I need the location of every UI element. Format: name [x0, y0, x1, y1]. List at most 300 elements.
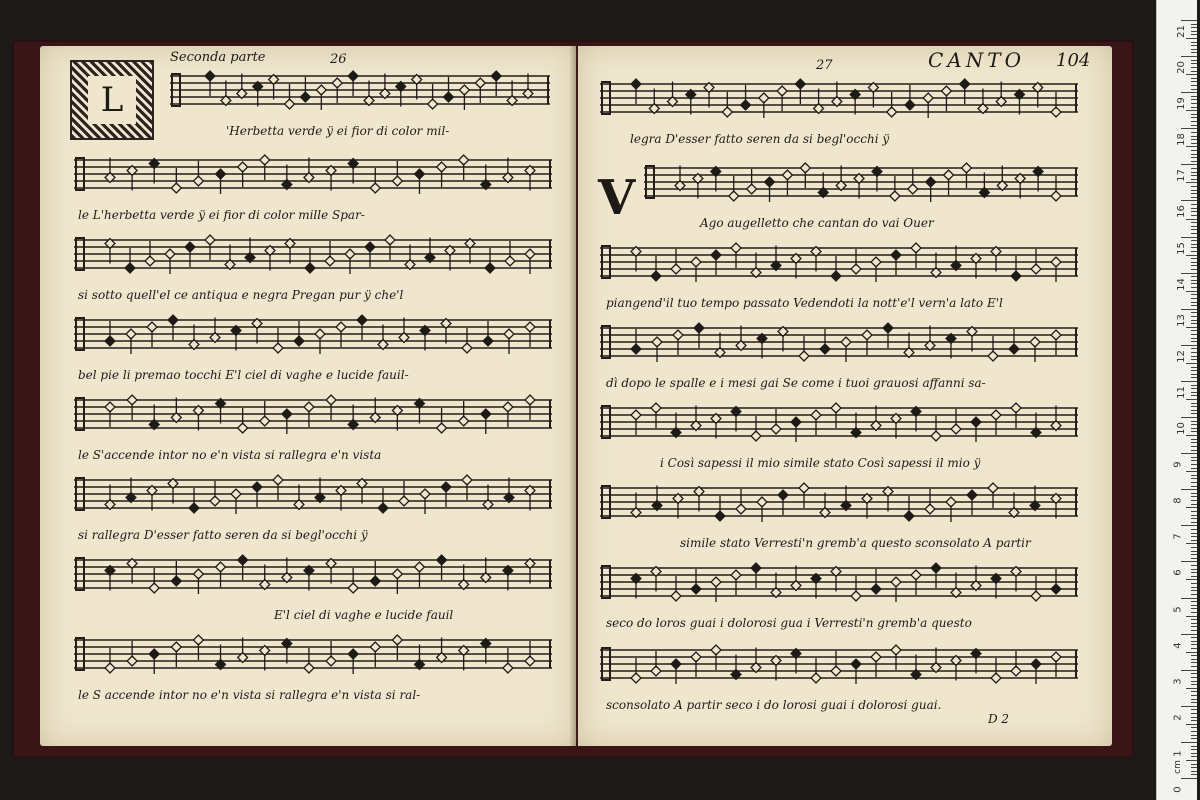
note-head — [1051, 107, 1061, 117]
note-head — [525, 249, 535, 259]
ruler-minor-tick — [1191, 262, 1197, 263]
ruler-minor-tick — [1191, 655, 1197, 656]
ruler-minor-tick — [1191, 240, 1197, 241]
ruler-major-tick — [1181, 237, 1197, 238]
note-head — [631, 410, 641, 420]
lyric-line: seco do loros guai i dolorosi gua i Verresti'n gremb'a questo — [606, 616, 972, 630]
note-head — [378, 503, 388, 513]
ruler-minor-tick — [1191, 446, 1197, 447]
note-head — [988, 483, 998, 493]
note-head — [105, 336, 115, 346]
ruler-number: 3 — [1172, 678, 1184, 685]
ruler-major-tick — [1181, 128, 1197, 129]
ruler-minor-tick — [1191, 388, 1197, 389]
ruler-minor-tick — [1186, 724, 1197, 725]
ruler-minor-tick — [1186, 182, 1197, 183]
note-head — [671, 659, 681, 669]
ruler-number: 20 — [1175, 61, 1187, 74]
ruler-minor-tick — [1191, 385, 1197, 386]
note-head — [883, 323, 893, 333]
note-head — [782, 170, 792, 180]
ruler-number: 14 — [1175, 277, 1187, 291]
staff — [74, 310, 552, 358]
ruler-minor-tick — [1191, 244, 1197, 245]
ruler-number: 5 — [1172, 605, 1184, 613]
note-head — [908, 184, 918, 194]
ruler-minor-tick — [1191, 161, 1197, 162]
ruler-major-tick — [1181, 489, 1197, 490]
note-head — [731, 243, 741, 253]
note-head — [673, 330, 683, 340]
ruler-minor-tick — [1191, 229, 1197, 230]
music-system — [74, 150, 552, 236]
ruler-minor-tick — [1191, 431, 1197, 432]
ruler-minor-tick — [1191, 78, 1197, 79]
note-head — [988, 351, 998, 361]
ruler-minor-tick — [1191, 529, 1197, 530]
ruler-minor-tick — [1191, 572, 1197, 573]
note-head — [831, 403, 841, 413]
decorated-initial — [70, 60, 154, 140]
ruler-minor-tick — [1191, 601, 1197, 602]
note-head — [357, 315, 367, 325]
ruler-minor-tick — [1191, 565, 1197, 566]
note-head — [260, 155, 270, 165]
ruler-minor-tick — [1191, 583, 1197, 584]
music-system — [600, 558, 1078, 644]
staff — [600, 558, 1078, 606]
note-head — [147, 322, 157, 332]
measuring-ruler — [1156, 0, 1197, 800]
note-head — [926, 177, 936, 187]
note-head — [1051, 652, 1061, 662]
note-head — [694, 323, 704, 333]
ruler-minor-tick — [1191, 482, 1197, 483]
ruler-minor-tick — [1191, 323, 1197, 324]
ruler-major-tick — [1181, 56, 1197, 57]
note-head — [759, 93, 769, 103]
ruler-minor-tick — [1191, 709, 1197, 710]
ruler-minor-tick — [1191, 143, 1197, 144]
ruler-minor-tick — [1191, 702, 1197, 703]
music-system — [74, 310, 552, 396]
note-head — [105, 402, 115, 412]
lyric-line: le S'accende intor no e'n vista si rallegra e'n vista — [78, 448, 382, 462]
ruler-minor-tick — [1191, 233, 1197, 234]
ruler-minor-tick — [1191, 738, 1197, 739]
note-head — [851, 264, 861, 274]
note-head — [441, 482, 451, 492]
note-head — [231, 489, 241, 499]
note-head — [904, 511, 914, 521]
note-head — [238, 162, 248, 172]
note-head — [951, 424, 961, 434]
note-head — [205, 71, 215, 81]
ruler-number: 7 — [1172, 533, 1184, 541]
note-head — [811, 673, 821, 683]
ruler-major-tick — [1181, 742, 1197, 743]
note-head — [711, 250, 721, 260]
staff — [644, 158, 1078, 206]
staff — [600, 318, 1078, 366]
note-head — [831, 271, 841, 281]
initial-letter-v: V — [598, 170, 636, 226]
note-head — [631, 344, 641, 354]
signature-mark: D 2 — [988, 712, 1010, 726]
staff — [74, 230, 552, 278]
lyric-line: sconsolato A partir seco i do lorosi guai i dolorosi guai. — [606, 698, 942, 712]
ruler-minor-tick — [1186, 38, 1197, 39]
note-head — [736, 504, 746, 514]
note-head — [294, 336, 304, 346]
ruler-minor-tick — [1186, 688, 1197, 689]
ruler-minor-tick — [1191, 767, 1197, 768]
note-head — [800, 163, 810, 173]
note-head — [459, 85, 469, 95]
ruler-minor-tick — [1191, 641, 1197, 642]
music-system — [600, 318, 1078, 404]
staff — [600, 398, 1078, 446]
lyric-line: legra D'esser fatto seren da si begl'occhi ÿ — [630, 132, 890, 146]
note-head — [1031, 264, 1041, 274]
ruler-minor-tick — [1191, 302, 1197, 303]
ruler-minor-tick — [1191, 81, 1197, 82]
ruler-minor-tick — [1191, 612, 1197, 613]
staff — [74, 470, 552, 518]
ruler-minor-tick — [1191, 258, 1197, 259]
note-head — [205, 235, 215, 245]
note-head — [925, 504, 935, 514]
note-head — [841, 337, 851, 347]
lyric-line: le L'herbetta verde ÿ ei fior di color mille Spar- — [78, 208, 365, 222]
ruler-number: 4 — [1172, 641, 1184, 649]
ruler-minor-tick — [1191, 684, 1197, 685]
note-head — [345, 249, 355, 259]
ruler-minor-tick — [1191, 756, 1197, 757]
note-head — [326, 656, 336, 666]
ruler-minor-tick — [1191, 486, 1197, 487]
ruler-minor-tick — [1191, 753, 1197, 754]
note-head — [651, 403, 661, 413]
music-system — [74, 230, 552, 316]
ruler-minor-tick — [1191, 186, 1197, 187]
note-head — [1051, 191, 1061, 201]
ruler-minor-tick — [1191, 587, 1197, 588]
ruler-minor-tick — [1191, 406, 1197, 407]
ruler-minor-tick — [1191, 691, 1197, 692]
note-head — [437, 162, 447, 172]
ruler-minor-tick — [1186, 255, 1197, 256]
note-head — [125, 263, 135, 273]
ruler-minor-tick — [1191, 125, 1197, 126]
ruler-minor-tick — [1191, 630, 1197, 631]
note-head — [485, 263, 495, 273]
ruler-minor-tick — [1191, 316, 1197, 317]
ruler-minor-tick — [1191, 522, 1197, 523]
ruler-minor-tick — [1191, 478, 1197, 479]
note-head — [671, 264, 681, 274]
note-head — [325, 256, 335, 266]
ruler-minor-tick — [1191, 27, 1197, 28]
ruler-minor-tick — [1191, 511, 1197, 512]
staff — [74, 550, 552, 598]
ruler-minor-tick — [1186, 219, 1197, 220]
lyric-line: i Così sapessi il mio simile stato Così sapessi il mio ÿ — [660, 456, 981, 470]
staff — [600, 238, 1078, 286]
note-head — [392, 569, 402, 579]
note-head — [651, 666, 661, 676]
note-head — [459, 155, 469, 165]
ruler-minor-tick — [1191, 107, 1197, 108]
ruler-number: 8 — [1172, 497, 1184, 504]
note-head — [911, 243, 921, 253]
ruler-minor-tick — [1191, 727, 1197, 728]
note-head — [525, 322, 535, 332]
ruler-minor-tick — [1191, 424, 1197, 425]
note-head — [105, 663, 115, 673]
ruler-minor-tick — [1191, 190, 1197, 191]
ruler-number: 0 — [1172, 786, 1184, 793]
note-head — [385, 235, 395, 245]
note-head — [149, 583, 159, 593]
ruler-minor-tick — [1191, 410, 1197, 411]
ruler-minor-tick — [1191, 594, 1197, 595]
note-head — [304, 663, 314, 673]
note-head — [336, 322, 346, 332]
ruler-minor-tick — [1191, 771, 1197, 772]
note-head — [483, 336, 493, 346]
note-head — [941, 86, 951, 96]
ruler-minor-tick — [1191, 536, 1197, 537]
ruler-minor-tick — [1191, 330, 1197, 331]
note-head — [1051, 584, 1061, 594]
right-page — [578, 46, 1112, 746]
ruler-minor-tick — [1191, 637, 1197, 638]
ruler-minor-tick — [1191, 551, 1197, 552]
note-head — [503, 402, 513, 412]
ruler-minor-tick — [1191, 590, 1197, 591]
music-system — [170, 66, 550, 152]
note-head — [831, 666, 841, 676]
music-system — [644, 158, 1078, 244]
note-head — [444, 92, 454, 102]
note-head — [771, 424, 781, 434]
ruler-minor-tick — [1191, 720, 1197, 721]
note-head — [481, 409, 491, 419]
note-head — [316, 85, 326, 95]
ruler-minor-tick — [1186, 471, 1197, 472]
ruler-minor-tick — [1191, 673, 1197, 674]
ruler-minor-tick — [1191, 269, 1197, 270]
note-head — [962, 163, 972, 173]
ruler-minor-tick — [1191, 287, 1197, 288]
note-head — [1031, 659, 1041, 669]
note-head — [722, 107, 732, 117]
music-system — [74, 550, 552, 636]
note-head — [370, 642, 380, 652]
ruler-number: 13 — [1175, 313, 1187, 327]
ruler-minor-tick — [1186, 543, 1197, 544]
note-head — [462, 475, 472, 485]
note-head — [691, 257, 701, 267]
ruler-minor-tick — [1191, 442, 1197, 443]
left-page-header: Seconda parte — [170, 50, 266, 65]
lyric-line: dì dopo le spalle e i mesi gai Se come i tuoi grauosi affanni sa- — [606, 376, 986, 390]
lyric-line: si sotto quell'el ce antiqua e negra Pregan pur ÿ che'l — [78, 288, 404, 302]
note-head — [871, 584, 881, 594]
ruler-minor-tick — [1191, 774, 1197, 775]
ruler-minor-tick — [1191, 265, 1197, 266]
ruler-minor-tick — [1191, 132, 1197, 133]
note-head — [731, 570, 741, 580]
ruler-major-tick — [1181, 273, 1197, 274]
music-system — [600, 74, 1078, 160]
note-head — [1031, 591, 1041, 601]
ruler-number: 19 — [1175, 97, 1187, 111]
note-head — [348, 583, 358, 593]
staff — [600, 74, 1078, 122]
note-head — [971, 417, 981, 427]
ruler-minor-tick — [1191, 576, 1197, 577]
ruler-minor-tick — [1191, 475, 1197, 476]
note-head — [923, 93, 933, 103]
note-head — [1011, 666, 1021, 676]
ruler-minor-tick — [1191, 305, 1197, 306]
ruler-number: 12 — [1175, 349, 1187, 363]
ruler-minor-tick — [1191, 99, 1197, 100]
voice-heading: CANTO — [928, 48, 1025, 72]
note-head — [991, 410, 1001, 420]
ruler-minor-tick — [1191, 276, 1197, 277]
ruler-minor-tick — [1191, 370, 1197, 371]
initial-letter: L — [88, 76, 136, 124]
ruler-minor-tick — [1191, 439, 1197, 440]
note-head — [238, 555, 248, 565]
note-head — [420, 489, 430, 499]
ruler-minor-tick — [1191, 52, 1197, 53]
note-head — [127, 656, 137, 666]
ruler-minor-tick — [1191, 392, 1197, 393]
note-head — [757, 497, 767, 507]
note-head — [651, 271, 661, 281]
ruler-minor-tick — [1191, 114, 1197, 115]
ruler-number: 9 — [1172, 461, 1184, 468]
ruler-minor-tick — [1191, 695, 1197, 696]
ruler-major-tick — [1181, 778, 1197, 779]
lyric-line: piangend'il tuo tempo passato Vedendoti la nott'e'l vern'a lato E'l — [606, 296, 1003, 310]
ruler-number: 1 — [1172, 750, 1184, 757]
ruler-minor-tick — [1191, 226, 1197, 227]
ruler-minor-tick — [1186, 291, 1197, 292]
ruler-minor-tick — [1191, 677, 1197, 678]
ruler-major-tick — [1181, 670, 1197, 671]
note-head — [871, 257, 881, 267]
ruler-minor-tick — [1191, 504, 1197, 505]
staff — [74, 390, 552, 438]
ruler-number: 2 — [1172, 714, 1184, 721]
note-head — [960, 79, 970, 89]
ruler-major-tick — [1181, 164, 1197, 165]
ruler-minor-tick — [1191, 60, 1197, 61]
note-head — [216, 169, 226, 179]
ruler-minor-tick — [1191, 356, 1197, 357]
ruler-minor-tick — [1191, 348, 1197, 349]
ruler-minor-tick — [1191, 764, 1197, 765]
note-head — [282, 409, 292, 419]
lyric-line: le S accende intor no e'n vista si rallegra e'n vista si ral- — [78, 688, 421, 702]
ruler-minor-tick — [1191, 717, 1197, 718]
note-head — [944, 170, 954, 180]
staff — [600, 478, 1078, 526]
note-head — [967, 490, 977, 500]
ruler-minor-tick — [1191, 644, 1197, 645]
note-head — [851, 659, 861, 669]
ruler-minor-tick — [1191, 500, 1197, 501]
note-head — [304, 402, 314, 412]
ruler-number: 18 — [1175, 133, 1187, 147]
note-head — [931, 563, 941, 573]
note-head — [437, 423, 447, 433]
note-head — [149, 649, 159, 659]
staff — [74, 150, 552, 198]
ruler-minor-tick — [1191, 421, 1197, 422]
ruler-number: 15 — [1175, 241, 1187, 255]
music-system — [74, 630, 552, 716]
ruler-minor-tick — [1191, 154, 1197, 155]
ruler-minor-tick — [1191, 547, 1197, 548]
ruler-minor-tick — [1191, 215, 1197, 216]
ruler-minor-tick — [1191, 605, 1197, 606]
note-head — [711, 577, 721, 587]
note-head — [475, 78, 485, 88]
note-head — [862, 330, 872, 340]
ruler-minor-tick — [1191, 298, 1197, 299]
ruler-minor-tick — [1191, 67, 1197, 68]
ruler-minor-tick — [1191, 294, 1197, 295]
note-head — [711, 645, 721, 655]
ruler-minor-tick — [1186, 579, 1197, 580]
ruler-minor-tick — [1191, 515, 1197, 516]
ruler-minor-tick — [1191, 608, 1197, 609]
ruler-minor-tick — [1191, 626, 1197, 627]
note-head — [715, 511, 725, 521]
staff — [600, 640, 1078, 688]
ruler-major-tick — [1181, 598, 1197, 599]
ruler-minor-tick — [1191, 251, 1197, 252]
ruler-minor-tick — [1191, 280, 1197, 281]
note-head — [691, 652, 701, 662]
note-head — [171, 183, 181, 193]
music-system — [600, 398, 1078, 484]
ruler-minor-tick — [1191, 85, 1197, 86]
note-head — [911, 570, 921, 580]
note-head — [946, 497, 956, 507]
ruler-minor-tick — [1191, 34, 1197, 35]
ruler-minor-tick — [1186, 74, 1197, 75]
ruler-minor-tick — [1191, 175, 1197, 176]
ruler-minor-tick — [1191, 395, 1197, 396]
left-page — [40, 46, 576, 746]
note-head — [165, 249, 175, 259]
note-head — [415, 562, 425, 572]
note-head — [777, 86, 787, 96]
ruler-minor-tick — [1191, 247, 1197, 248]
note-head — [751, 563, 761, 573]
ruler-minor-tick — [1191, 464, 1197, 465]
ruler-minor-tick — [1186, 327, 1197, 328]
staff — [74, 630, 552, 678]
ruler-minor-tick — [1191, 45, 1197, 46]
